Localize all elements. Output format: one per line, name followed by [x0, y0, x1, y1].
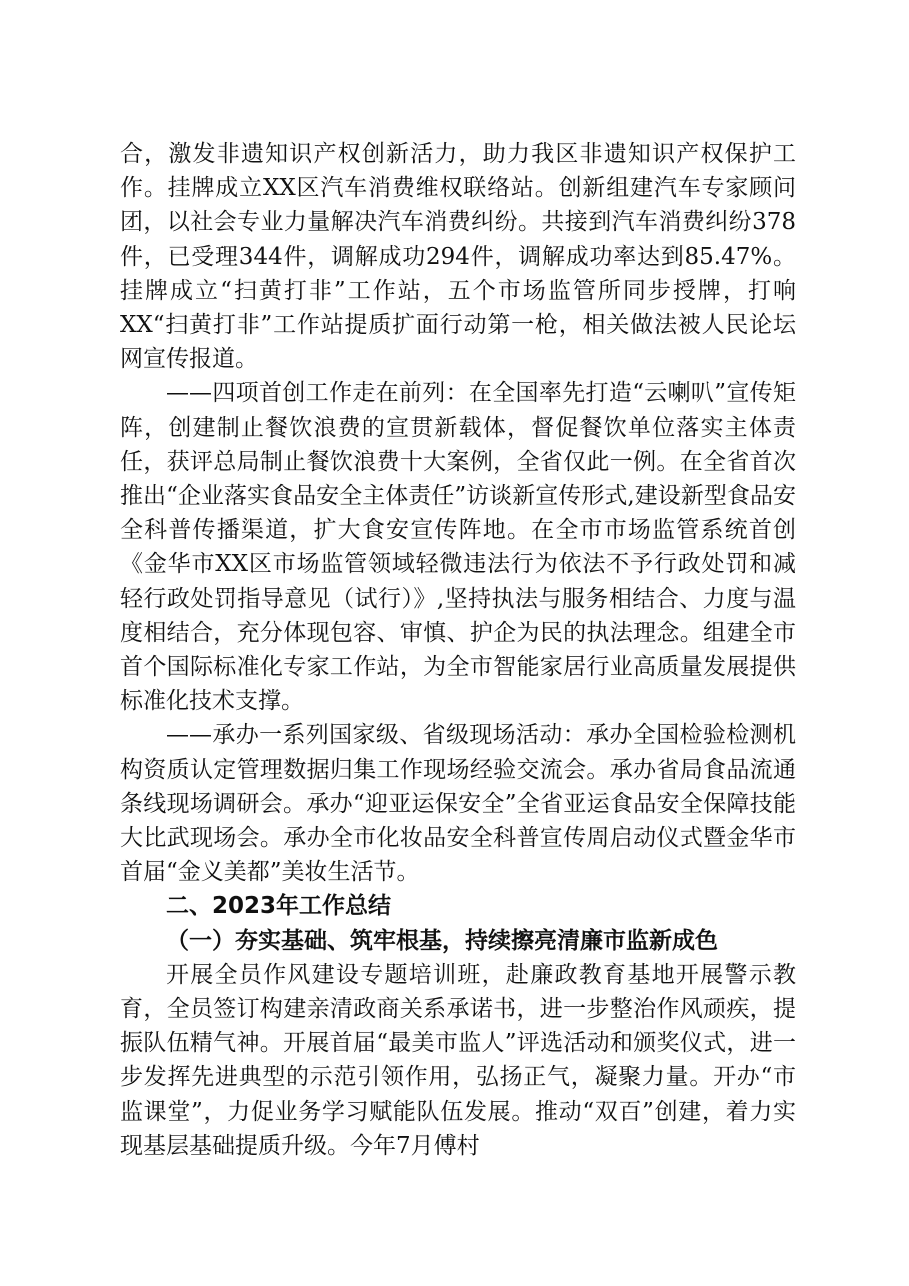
paragraph-continuation: 合，激发非遗知识产权创新活力，助力我区非遗知识产权保护工作。挂牌成立XX区汽车消费维权联络站。创新组建汽车专家顾问团，以社会专业力量解决汽车消费纠纷。共接到汽车消费纠纷378件，已受理344件，调解成功294件，调解成功率达到85.47%。挂牌成立“扫黄打非”工作站，五个市场监管所同步授牌，打响XX“扫黄打非”工作站提质扩面行动第一枪，相关做法被人民论坛网宣传报道。 — [120, 141, 796, 373]
section-heading: 二、2023年工作总结 — [166, 893, 392, 920]
paragraph-four-firsts: ——四项首创工作走在前列：在全国率先打造“云喇叭”宣传矩阵，创建制止餐饮浪费的宣贯新载体，督促餐饮单位落实主体责任，获评总局制止餐饮浪费十大案例，全省仅此一例。在全省首次推出“企业落实食品安全主体责任”访谈新宣传形式,建设新型食品安全科普传播渠道，扩大食安宣传阵地。在全市市场监管系统首创《金华市XX区市场监管领域轻微违法行为依法不予行政处罚和减轻行政处罚指导意见（试行）》,坚持执法与服务相结合、力度与温度相结合，充分体现包容、审慎、护企为民的执法理念。组建全市首个国际标准化专家工作站，为全市智能家居行业高质量发展提供标准化技术支撑。 — [120, 380, 796, 715]
document-body — [120, 137, 796, 1163]
subsection-heading: （一）夯实基础、筑牢根基，持续擦亮清廉市监新成色 — [166, 926, 718, 954]
paragraph-style-building: 开展全员作风建设专题培训班，赴廉政教育基地开展警示教育，全员签订构建亲清政商关系承诺书，进一步整治作风顽疾，提振队伍精气神。开展首届“最美市监人”评选活动和颁奖仪式，进一步发挥先进典型的示范引领作用，弘扬正气，凝聚力量。开办“市监课堂”，力促业务学习赋能队伍发展。推动“双百”创建，着力实现基层基础提质升级。今年7月傅村 — [120, 961, 796, 1159]
paragraph-onsite-events: ——承办一系列国家级、省级现场活动：承办全国检验检测机构资质认定管理数据归集工作现场经验交流会。承办省局食品流通条线现场调研会。承办“迎亚运保安全”全省亚运食品安全保障技能大比武现场会。承办全市化妆品安全科普宣传周启动仪式暨金华市首届“金义美都”美妆生活节。 — [120, 722, 796, 886]
